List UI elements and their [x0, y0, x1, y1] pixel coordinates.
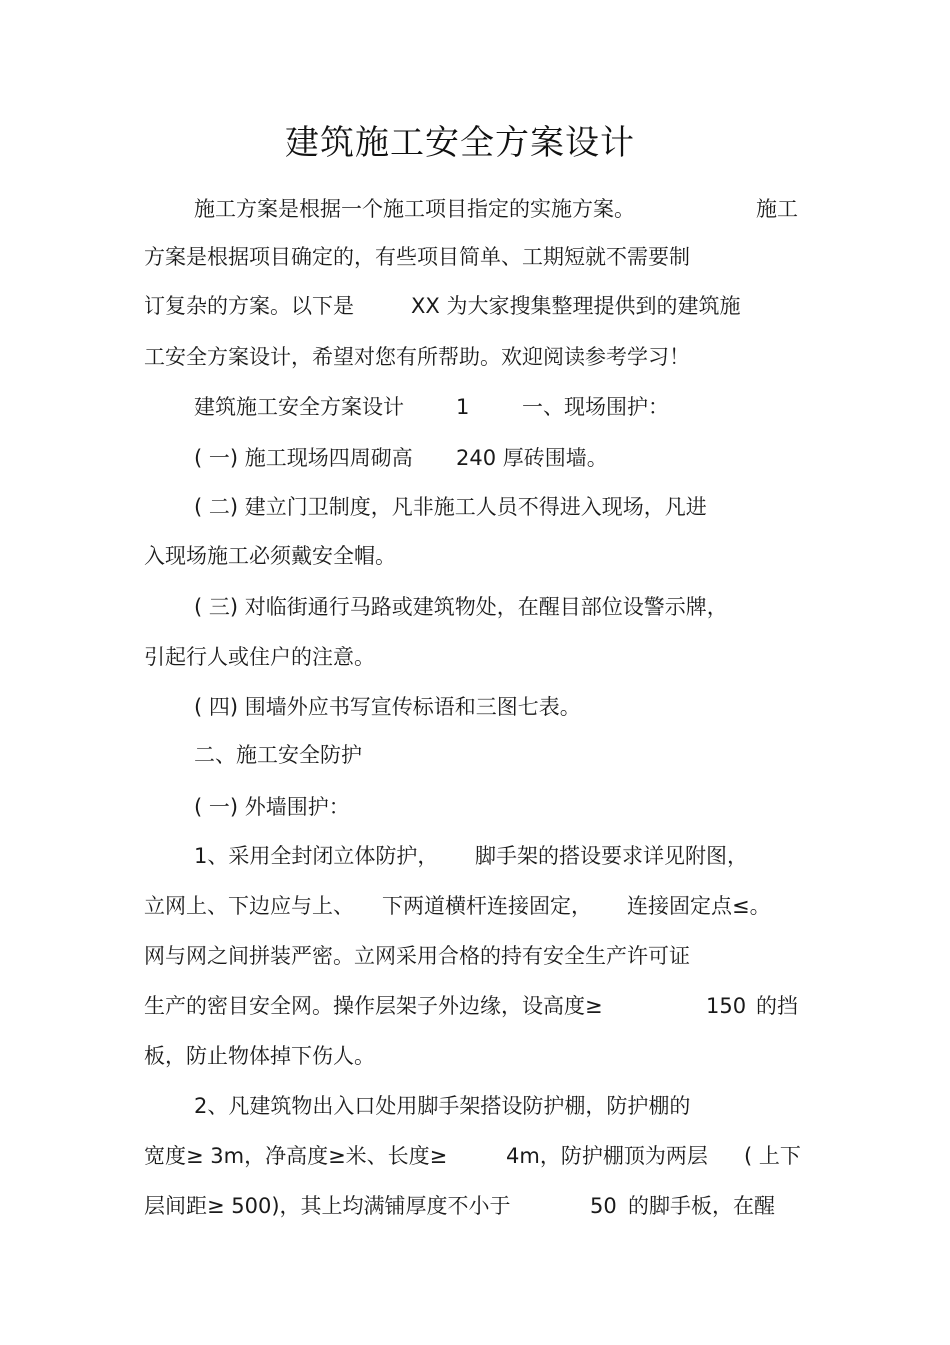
text-line: 宽度≥ 3m，净高度≥米、长度≥: [144, 1144, 448, 1168]
text-line: 生产的密目安全网。操作层架子外边缘，设高度≥: [144, 994, 603, 1018]
text-line: ( 上下: [744, 1144, 801, 1168]
document-title: 建筑施工安全方案设计: [285, 123, 635, 163]
text-line: 引起行人或住户的注意。: [144, 645, 375, 669]
text-line: 50: [590, 1194, 617, 1218]
text-line: 方案是根据项目确定的，有些项目简单、工期短就不需要制: [144, 245, 690, 269]
text-line: 脚手架的搭设要求详见附图，: [475, 844, 748, 868]
text-line: ( 一) 外墙围护：: [194, 795, 350, 819]
text-line: 网与网之间拼装严密。立网采用合格的持有安全生产许可证: [144, 944, 690, 968]
text-line: ( 二) 建立门卫制度，凡非施工人员不得进入现场，凡进: [194, 495, 707, 519]
text-line: 二、施工安全防护: [194, 743, 362, 767]
text-line: 入现场施工必须戴安全帽。: [144, 544, 396, 568]
text-line: 板，防止物体掉下伤人。: [144, 1044, 375, 1068]
text-line: 立网上、下边应与上、: [144, 894, 354, 918]
text-line: 4m，防护棚顶为两层: [506, 1144, 708, 1168]
text-line: ( 四) 围墙外应书写宣传标语和三图七表。: [194, 695, 581, 719]
text-line: 施工方案是根据一个施工项目指定的实施方案。: [194, 197, 635, 221]
text-line: 240 厚砖围墙。: [456, 446, 608, 470]
text-line: 1、采用全封闭立体防护，: [194, 844, 439, 868]
text-line: 下两道横杆连接固定，: [382, 894, 592, 918]
text-line: XX 为大家搜集整理提供到的建筑施: [411, 294, 741, 318]
text-line: 一、现场围护：: [522, 395, 669, 419]
text-line: ( 一) 施工现场四周砌高: [194, 446, 413, 470]
text-line: 建筑施工安全方案设计: [194, 395, 404, 419]
text-line: 2、凡建筑物出入口处用脚手架搭设防护棚，防护棚的: [194, 1094, 691, 1118]
text-line: 的挡: [756, 994, 798, 1018]
text-line: 1: [456, 395, 470, 419]
text-line: 连接固定点≤。: [627, 894, 771, 918]
text-line: 工安全方案设计，希望对您有所帮助。欢迎阅读参考学习！: [144, 345, 690, 369]
text-line: 订复杂的方案。以下是: [144, 294, 354, 318]
text-line: 施工: [756, 197, 798, 221]
text-line: ( 三) 对临街通行马路或建筑物处，在醒目部位设警示牌，: [194, 595, 728, 619]
text-line: 的脚手板，在醒: [628, 1194, 775, 1218]
text-line: 层间距≥ 500)，其上均满铺厚度不小于: [144, 1194, 511, 1218]
text-line: 150: [706, 994, 747, 1018]
